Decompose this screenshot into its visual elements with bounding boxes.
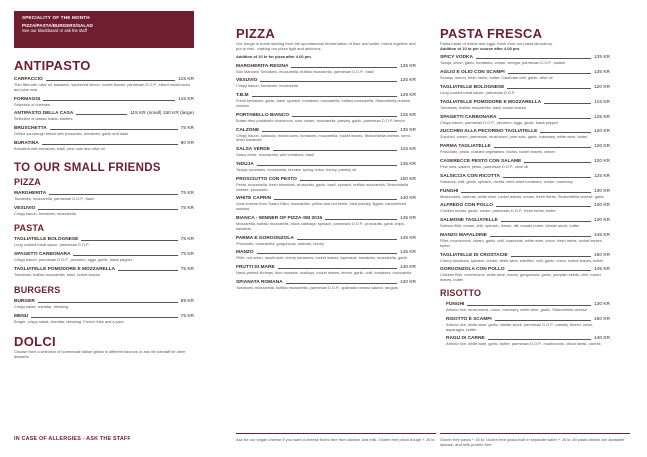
dish-price: 125 KR — [594, 114, 610, 120]
dish-name: SALSA VERDE — [236, 147, 270, 153]
dish-description: Fillet, mushrooms, cream, garlic, chili, hazelnuts, white wine, onion, fresh herbs, rocket leaves, butter — [440, 237, 603, 248]
dish-description: Mushrooms, walnuts, white wine, rocket leaves, cream, fresh herbs, Stracchitella cheese, garlic — [440, 193, 605, 199]
pasta-item — [440, 115, 610, 126]
dish-price: 125 KR — [400, 112, 416, 118]
dish-price: 125 KR — [400, 78, 416, 84]
dish-name: FORMAGGI — [14, 96, 41, 102]
leader-line — [81, 240, 177, 241]
menu-item-row — [14, 206, 194, 211]
dish-price: 120 KR — [594, 85, 610, 90]
leader-line — [476, 58, 591, 59]
pizza-intro: Our dough is made starting from the spontaneous fermentation of flour and water, mixed together and put to rest - making our pizza light and delicious. — [236, 41, 416, 52]
dish-description: Tomatoes, buffalo mozzarella, basil, rocket leaves — [14, 271, 100, 277]
dish-description: Chicken fillet, mushrooms, white wine, cream, gorgonzola, garlic, pumpkin seeds, chili, rocket leaves, butter — [440, 272, 601, 283]
dish-description: Arborio rice, mushrooms, onion, rosemary, white wine, garlic, Stracchitella cheese — [446, 306, 587, 312]
pizza-item — [236, 236, 416, 247]
dish-name: PORTABELLO BIANCO — [236, 112, 289, 118]
speciality-line2: See our blackboard or ask the staff — [22, 28, 87, 33]
dish-description: Crispy bacon, tomatoes, mozzarella — [236, 83, 298, 89]
dish-description: Selection of classic Italian starters — [14, 116, 73, 122]
pasta-item — [440, 144, 610, 155]
leader-line — [252, 96, 397, 97]
speciality-box — [14, 11, 194, 48]
dish-price: 140 KR — [400, 196, 416, 202]
kids-burgers-title: BURGERS — [14, 284, 61, 295]
dish-name: FUNGHI — [440, 188, 459, 194]
dish-description: Tomatoes, buffalo mozzarella, basil, rocket leaves — [440, 104, 526, 110]
dish-description: 'Nduja, onion, garlic, tomatoes, cream, vinegar, parmesan D.O.P., salami — [440, 60, 566, 66]
menu-item-row — [236, 128, 416, 133]
dish-description: Pesto, mozzarella, fresh tomatoes, prosciutto, garlic, basil, spinach, buffalo mozzarella, Stracchitella cheese, prosciutto — [236, 181, 409, 192]
dish-name: FRUTTI DI MARE — [236, 265, 275, 271]
dish-price: 130 KR — [594, 301, 610, 307]
leader-line — [262, 131, 397, 132]
pizza-item — [236, 177, 416, 193]
pizza-item — [236, 78, 416, 89]
pasta-item — [440, 267, 610, 283]
dish-name: SALSICCIA CON RICOTTA — [440, 173, 500, 179]
risotto-item — [446, 302, 610, 313]
dish-name: SPICY VODKA — [440, 55, 473, 61]
dish-name: AGLIO E OLIO CON SCAMPI — [440, 70, 505, 76]
gluten-note: Gluten free pasta + 15 kr. Gluten free pasta built in separate water + 25 kr. All pasta dishes are available lactose- and milk protein free. — [440, 433, 630, 447]
dish-price: 145 KR — [594, 232, 610, 238]
leader-line — [524, 162, 591, 163]
leader-line — [297, 239, 397, 240]
antipasto-list — [14, 77, 194, 152]
dish-name: TAGLIATELLE DI CROSTACIE — [440, 252, 508, 258]
pasta-item — [440, 55, 610, 66]
antipasto-item — [14, 111, 194, 122]
dish-price: 125 KR — [400, 63, 416, 69]
menu-item-row — [14, 314, 194, 319]
kids-pasta-item — [14, 237, 194, 248]
antipasto-title: ANTIPASTO — [14, 58, 91, 73]
dish-name: MANZO MAFALDINE — [440, 232, 487, 238]
dish-description: Prosciutto, mozzarella, gorgonzola, walnuts, honey — [236, 240, 324, 246]
dish-price: 75 KR — [180, 126, 194, 132]
leader-line — [257, 165, 397, 166]
dish-price: 75 KR — [180, 266, 194, 272]
dish-price: 150 KR — [594, 316, 610, 322]
pizza-item — [236, 64, 416, 75]
pizza-item — [236, 196, 416, 212]
dish-price: 130 KR — [594, 203, 610, 209]
leader-line — [274, 199, 397, 200]
pizza-item — [236, 93, 416, 109]
dish-name: MENU — [14, 313, 29, 319]
dish-price: 75 KR — [180, 252, 194, 258]
dish-name: MANZO — [236, 250, 254, 256]
kids-pizza-list — [14, 191, 194, 217]
dish-description: Prosciutto, pesto, roasted vegetables, ricotta, rocket leaves, cream — [440, 149, 555, 155]
pizza-list — [236, 64, 416, 291]
dish-price: 129 KR — [400, 93, 416, 99]
pizza-item — [236, 280, 416, 291]
leader-line — [540, 132, 591, 133]
leader-line — [501, 221, 591, 222]
leader-line — [257, 253, 397, 254]
leader-line — [494, 147, 591, 148]
dish-description: Salmon fillet, cream, chili, spinach, lemon, dill, tomato puree, lobster stock, butter — [440, 223, 580, 229]
leader-line — [38, 302, 178, 303]
dish-price: 145 KR — [400, 215, 416, 221]
dish-price: 75 KR — [180, 190, 194, 196]
dish-description: Burger, crispy salad, cheddar, dressing, French fries and a juice — [14, 318, 124, 324]
risotto-title: RISOTTO — [440, 287, 482, 298]
dish-name: PROSCIUTTO CON PESTO — [236, 176, 297, 182]
dish-name: BRUSCHETTA — [14, 126, 47, 132]
dish-description: Goat cheese from Tiaaro Gård, mozzarella, yellow and red beets, fried parsley, figjam, caramelized walnuts — [236, 201, 407, 212]
dish-description: Fillet, red onion, mushroom, cherry tomatoes, rocket leaves, tapenade, tomatoes, mozzarella, garlic — [236, 255, 408, 261]
leader-line — [273, 150, 397, 151]
dish-name: TAGLIATELLE POMODORE E MOZZARELLA — [440, 99, 542, 105]
small-friends-title: TO OUR SMALL FRIENDS — [14, 161, 161, 174]
pasta-item — [440, 189, 610, 200]
dish-name: CARPACCIO — [14, 77, 43, 82]
risotto-item — [446, 336, 610, 347]
dish-price: 140 KR — [594, 336, 610, 342]
pizza-note: Addition of 10 kr for pizza after 4.00 pm. — [236, 54, 312, 60]
dish-price: 135 KR — [594, 70, 610, 76]
leader-line — [490, 236, 591, 237]
kids-burger-item — [14, 314, 194, 325]
pizza-item — [236, 216, 416, 232]
menu-item-row — [14, 97, 194, 102]
pizza-item — [236, 128, 416, 144]
dish-name: VESUVIO — [14, 205, 36, 211]
dolci-title: DOLCI — [14, 334, 56, 350]
speciality-title: SPECIALITY OF THE MONTH — [22, 15, 90, 20]
dish-price: 115 KR — [178, 77, 194, 82]
dish-name: PARMA E GORGONZOLA — [236, 235, 294, 241]
pizza-item — [236, 265, 416, 276]
dish-price: 75 KR — [180, 205, 194, 211]
leader-line — [495, 320, 591, 321]
antipasto-item — [14, 141, 194, 152]
risotto-list — [446, 302, 610, 347]
pasta-note: Addition of 10 kr per course after 4.00 pm. — [440, 46, 521, 52]
kids-burger-item — [14, 299, 194, 310]
dish-description: Long cooked meat sauce, parmesan D.O.P. — [14, 242, 90, 248]
dish-description: Salsa verde, mozzarella, wild tomatoes, basil — [236, 152, 314, 158]
leader-line — [300, 180, 397, 181]
dish-name: WHITE CAPRIN — [236, 196, 272, 202]
dish-description: Tomatoes, mozzarella, buffalo mozzarella, parmesan D.O.P., spianata romana salami, arugula — [236, 284, 398, 290]
dish-name: TAGLIATELLE POMODORE E MOZZARELLA — [14, 266, 116, 272]
dish-description: Crispy bacon, parmesan D.O.P., pecorino, eggs, garlic, black pepper — [14, 257, 133, 263]
leader-line — [42, 144, 178, 145]
allergies-notice: IN CASE OF ALLERGIES - ASK THE STAFF — [14, 436, 131, 442]
dish-price: 130 KR — [400, 279, 416, 285]
dish-price: 90 KR — [180, 140, 194, 146]
antipasto-item — [14, 77, 194, 93]
dish-name: SPAGETTI CARBONARA — [440, 114, 497, 120]
dish-name: RAGU DI CARNE — [446, 336, 485, 342]
dish-description: 'Nduja, tomatoes, mozzarella, burrata, spring onion, honey, parsley oil — [236, 166, 357, 172]
dish-price: 135 KR — [594, 55, 610, 61]
dish-price: 140 KR — [400, 265, 416, 271]
dish-price: 125 KR — [594, 173, 610, 179]
leader-line — [260, 81, 397, 82]
pizza-item — [236, 113, 416, 124]
dish-description: Crispy bacon, tomatoes, mozzarella — [14, 210, 76, 216]
leader-line — [46, 80, 176, 81]
kids-burger-list — [14, 299, 194, 325]
risotto-item — [446, 317, 610, 333]
menu-item-row — [446, 317, 610, 322]
kids-pasta-item — [14, 252, 194, 263]
pasta-item — [440, 174, 610, 185]
menu-item-row — [236, 64, 416, 69]
pasta-item — [440, 218, 610, 229]
column-left — [14, 58, 194, 360]
dish-description: San Marzano Tomatoes, mozzarella, buffalo mozzarella, parmesan D.O.P., basil — [236, 68, 374, 74]
leader-line — [544, 103, 591, 104]
leader-line — [31, 317, 178, 318]
dish-description: Salsiccia, chili, garlic, spinach, ricotta, semi-dried tomatoes, cream, rosemary — [440, 178, 573, 184]
dish-price: 145 KR — [400, 235, 416, 241]
column-right — [440, 26, 610, 347]
dish-price: 135 KR — [400, 161, 416, 167]
dish-description: Fresh tomatoes, garlic, basil, spinach, tomatoes, mozzarella, buffalo mozzarella, Stracchitella cheese, chicken — [236, 98, 412, 108]
dish-name: CASERECCE PESTO CON SALAME — [440, 158, 522, 164]
menu-item-row — [440, 189, 610, 194]
leader-line — [76, 114, 127, 115]
pizza-item — [236, 162, 416, 173]
dish-price: 75 KR — [180, 237, 194, 243]
dish-name: MARGHERITA-REGINA — [236, 63, 289, 69]
dish-description: Selection of cheeses — [14, 101, 50, 107]
dish-name: FUNGHI — [446, 301, 465, 307]
leader-line — [73, 255, 177, 256]
dish-price: 135 KR — [400, 127, 416, 133]
kids-pizza-title: PIZZA — [14, 176, 41, 187]
dish-description: Arborio rice, white wine, garlic, lobster stock, parmesan D.O.P., parsley, fennel, onion, asparagus, butter — [446, 321, 594, 332]
pizza-item — [236, 250, 416, 261]
leader-line — [49, 194, 178, 195]
leader-line — [292, 116, 397, 117]
dish-name: SPAGETTI CARBONARA — [14, 252, 71, 258]
dish-name: CALZONE — [236, 127, 260, 133]
dish-name: ZUCCHINI ALLA PECORINO TAGLIATELLE — [440, 129, 538, 135]
dish-description: Butter-fried portabello mushroom, sour cream, mozzarella, parsley, garlic, parmesan D.O.P. lemon — [236, 117, 405, 123]
dish-price: 150 KR — [594, 252, 610, 258]
dish-price: 115 KR — [400, 147, 416, 153]
leader-line — [467, 305, 591, 306]
dish-description: Scampi, lemon, fresh herbs, butter, Calabrian chili, garlic, olive oil — [440, 75, 553, 81]
dish-description: Chicken breast, garlic, cream, parmesan D.O.P., fresh herbs, butter — [440, 208, 556, 214]
pasta-title: PASTA FRESCA — [440, 26, 543, 41]
leader-line — [496, 206, 591, 207]
dish-description: Burratina with tomatoes, basil, pine nuts and olive oil — [14, 145, 105, 151]
pizza-title: PIZZA — [236, 26, 276, 41]
dish-description: Grilled sourdough bread with prosciutto, tomatoes, garlic and basil — [14, 131, 128, 137]
dish-price: 115 KR — [594, 99, 610, 105]
dish-price: 145 KR — [400, 250, 416, 256]
dish-name: SPIANATA ROMANA — [236, 279, 283, 285]
dish-price: 115 KR (small) 150 KR (large) — [130, 111, 194, 117]
dish-description: Crispy bacon, parmesan D.O.P., pecorino, eggs, garlic, black pepper — [440, 119, 559, 125]
dish-price: 120 KR — [594, 144, 610, 150]
vegan-note: Ask for our vegan cheese if you want a cheese that's free from lactose and milk. Gluten free pizza dough + 25 kr. — [236, 433, 436, 442]
kids-pizza-item — [14, 191, 194, 202]
dish-name: 'NDUJA — [236, 161, 254, 167]
leader-line — [507, 88, 591, 89]
dish-description: Hand-peeled shrimps, blue mussels, scallops, rocket leaves, lemon, garlic, chili, tomatoes, mozzarella — [236, 270, 412, 276]
dish-price: 130 KR — [594, 218, 610, 224]
leader-line — [503, 177, 591, 178]
leader-line — [291, 67, 397, 68]
kids-pasta-title: PASTA — [14, 223, 45, 234]
leader-line — [278, 268, 397, 269]
dish-price: 145 KR — [594, 267, 610, 273]
dish-name: ANTIPASTO DELLA CASA — [14, 111, 74, 117]
dish-price: 120 KR — [594, 158, 610, 164]
pasta-item — [440, 85, 610, 96]
dish-name: PARMA TAGLIATELLE — [440, 144, 491, 150]
dish-description: Crispy bacon, salsiccia, mushrooms, tomatoes, mozzarella, rocket leaves, Stracchitella cheese, semi-dried tomatoes — [236, 132, 411, 143]
leader-line — [325, 219, 397, 220]
leader-line — [38, 209, 177, 210]
dish-name: SALMONE TAGLIATELLE — [440, 218, 498, 224]
pasta-item — [440, 233, 610, 249]
leader-line — [118, 270, 178, 271]
dish-price: 59 KR — [180, 298, 194, 304]
menu-item-row — [440, 115, 610, 120]
dish-name: GORGONZOLA CON POLLO — [440, 267, 505, 273]
column-middle — [236, 26, 416, 291]
antipasto-item — [14, 97, 194, 108]
kids-pasta-item — [14, 267, 194, 278]
pasta-item — [440, 253, 610, 264]
leader-line — [286, 283, 397, 284]
dish-description: Tomatoes, mozzarella, parmesan D.O.P., basil — [14, 195, 94, 201]
leader-line — [511, 256, 591, 257]
dish-name: VESUVIO — [236, 78, 258, 84]
pizza-item — [236, 147, 416, 158]
dish-name: BURATINA — [14, 140, 39, 146]
dish-name: MARGHERITA — [14, 190, 47, 196]
pasta-intro: Pasta made of wheat and eggs, fresh from our pasta laboratory. — [440, 41, 553, 46]
pasta-item — [440, 129, 610, 140]
pasta-item — [440, 100, 610, 111]
dish-description: Crispy salad, cheddar, dressing — [14, 303, 69, 309]
dish-name: TAGLIATELLE BOLOGNESE — [14, 237, 79, 243]
dish-name: T.B.M — [236, 93, 249, 99]
antipasto-item — [14, 126, 194, 137]
dish-description: Mozzarella, buffalo mozzarella, black cabbage, spinach, parmesan D.O.P., prosciutto, garlic chips, balsamic — [236, 220, 405, 231]
dish-price: 150 KR — [400, 176, 416, 182]
dish-description: Cherry tomatoes, spinach, cream, white wine, shellfish, chili, garlic, onion, rocket leaves, butter — [440, 257, 604, 263]
speciality-line1: PIZZA/PASTA/BURGERS/SALAD — [22, 23, 93, 28]
pasta-list — [440, 55, 610, 283]
leader-line — [50, 129, 178, 130]
leader-line — [508, 73, 591, 74]
dish-name: TAGLIATELLE BOLOGNESE — [440, 85, 505, 90]
dish-price: 130 KR — [594, 188, 610, 194]
kids-pasta-list — [14, 237, 194, 277]
kids-pizza-item — [14, 206, 194, 217]
dish-price: 115 KR — [178, 96, 194, 102]
dish-name: RISOTTO E SCAMPI — [446, 316, 492, 322]
dish-name: ALFREDO CON POLLO — [440, 203, 494, 209]
dish-description: Zucchini, cream, parmesan, mushroom, pine nuts, garlic, rosemary, white wine, butter — [440, 134, 588, 140]
leader-line — [499, 118, 591, 119]
pasta-item — [440, 159, 610, 170]
menu-item-row — [236, 236, 416, 241]
dolci-desc: Choose from a selection of homemade Italian gelato in different flavours or ask the barstaff for other desserts — [14, 349, 186, 360]
dish-description: Pine nuts, salami, pesto, parmesan D.O.P., olive oil — [440, 163, 529, 169]
pasta-item — [440, 203, 610, 214]
leader-line — [488, 339, 591, 340]
dish-price: 75 KR — [180, 313, 194, 319]
leader-line — [508, 270, 591, 271]
leader-line — [43, 100, 175, 101]
dish-name: BURGER — [14, 298, 35, 304]
pasta-item — [440, 70, 610, 81]
leader-line — [461, 192, 591, 193]
dish-name: BIANCA - WINNER OF PIZZA-SM 2015 — [236, 215, 323, 221]
dish-description: Thin fillet with olive oil, balsamic, squeezed lemon, rocket leaves, parmesan D.O.P., sliced mushrooms and pine nuts — [14, 82, 191, 92]
dish-description: Arborio rice, white wine, garlic, butter, parmesan D.O.P., mushrooms, chuck steak, carrots — [446, 341, 601, 347]
dish-price: 120 KR — [594, 129, 610, 135]
dish-description: Long cooked meat sauce, parmesan D.O.P. — [440, 90, 516, 95]
menu-item-row — [440, 253, 610, 258]
